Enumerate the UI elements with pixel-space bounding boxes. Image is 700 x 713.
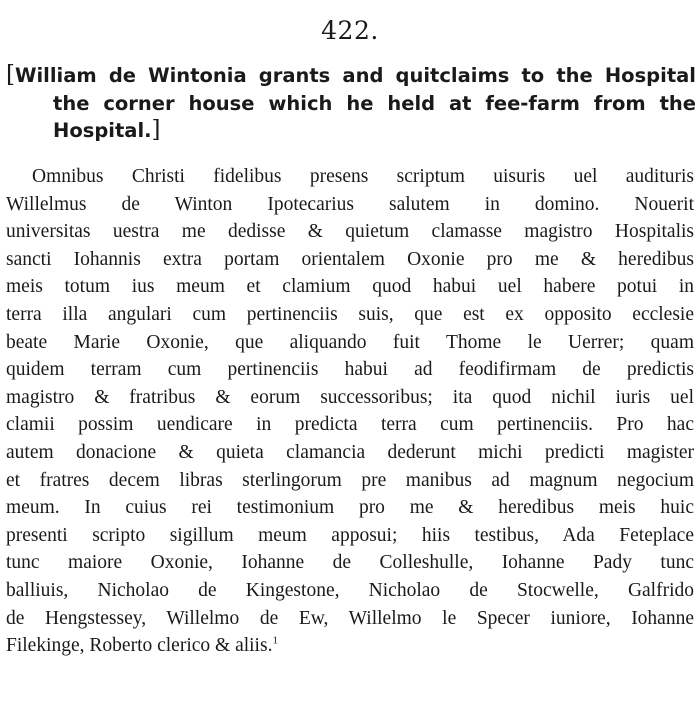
charter-number: 422. — [321, 16, 379, 45]
body-line: Omnibus Christi fidelibus presens scriptum uisuris uel audituris — [32, 166, 694, 187]
footnote-marker: 1 — [272, 634, 278, 647]
body-line: clamii possim uendicare in predicta terra cum pertinenciis. Pro hac — [6, 414, 694, 436]
body-line: sancti Iohannis extra portam orientalem Oxonie pro me & heredibus — [6, 248, 694, 270]
heading-line-2: the corner house which he held at fee-farm from the — [53, 91, 696, 115]
charter-heading — [6, 62, 696, 145]
body-line: tunc maiore Oxonie, Iohanne de Colleshulle, Iohanne Pady tunc — [6, 552, 694, 574]
body-line: Willelmus de Winton Ipotecarius salutem in domino. Nouerit — [6, 193, 694, 215]
body-line: beate Marie Oxonie, que aliquando fuit Thome le Uerrer; quam — [6, 331, 694, 353]
heading-bracket-close: ] — [151, 117, 161, 143]
body-line: et fratres decem libras sterlingorum pre manibus ad magnum negocium — [6, 469, 694, 491]
charter-body — [6, 163, 694, 660]
body-line: balliuis, Nicholao de Kingestone, Nicholao de Stocwelle, Galfrido — [6, 579, 694, 601]
body-line: universitas uestra me dedisse & quietum clamasse magistro Hospitalis — [6, 221, 694, 243]
body-line: quidem terram cum pertinenciis habui ad feodifirmam de predictis — [6, 359, 694, 381]
body-line: presenti scripto sigillum meum apposui; hiis testibus, Ada Feteplace — [6, 524, 694, 546]
body-line: magistro & fratribus & eorum successoribus; ita quod nichil iuris uel — [6, 386, 694, 408]
body-line-last: Filekinge, Roberto clerico & aliis.$^1$ — [6, 634, 278, 657]
heading-line-1: [William de Wintonia grants and quitclaims to the Hospital — [6, 62, 696, 88]
body-line: meis totum ius meum et clamium quod habui uel habere potui in — [6, 276, 694, 298]
body-line: autem donacione & quieta clamancia dederunt michi predicti magister — [6, 441, 694, 463]
body-line: meum. In cuius rei testimonium pro me & heredibus meis huic — [6, 497, 694, 519]
body-line: de Hengstessey, Willelmo de Ew, Willelmo le Specer iuniore, Iohanne — [6, 607, 694, 629]
body-line: terra illa angulari cum pertinenciis suis, que est ex opposito ecclesie — [6, 303, 694, 325]
heading-bracket-open: [ — [6, 62, 15, 88]
heading-line-3: Hospital.] — [53, 117, 161, 143]
